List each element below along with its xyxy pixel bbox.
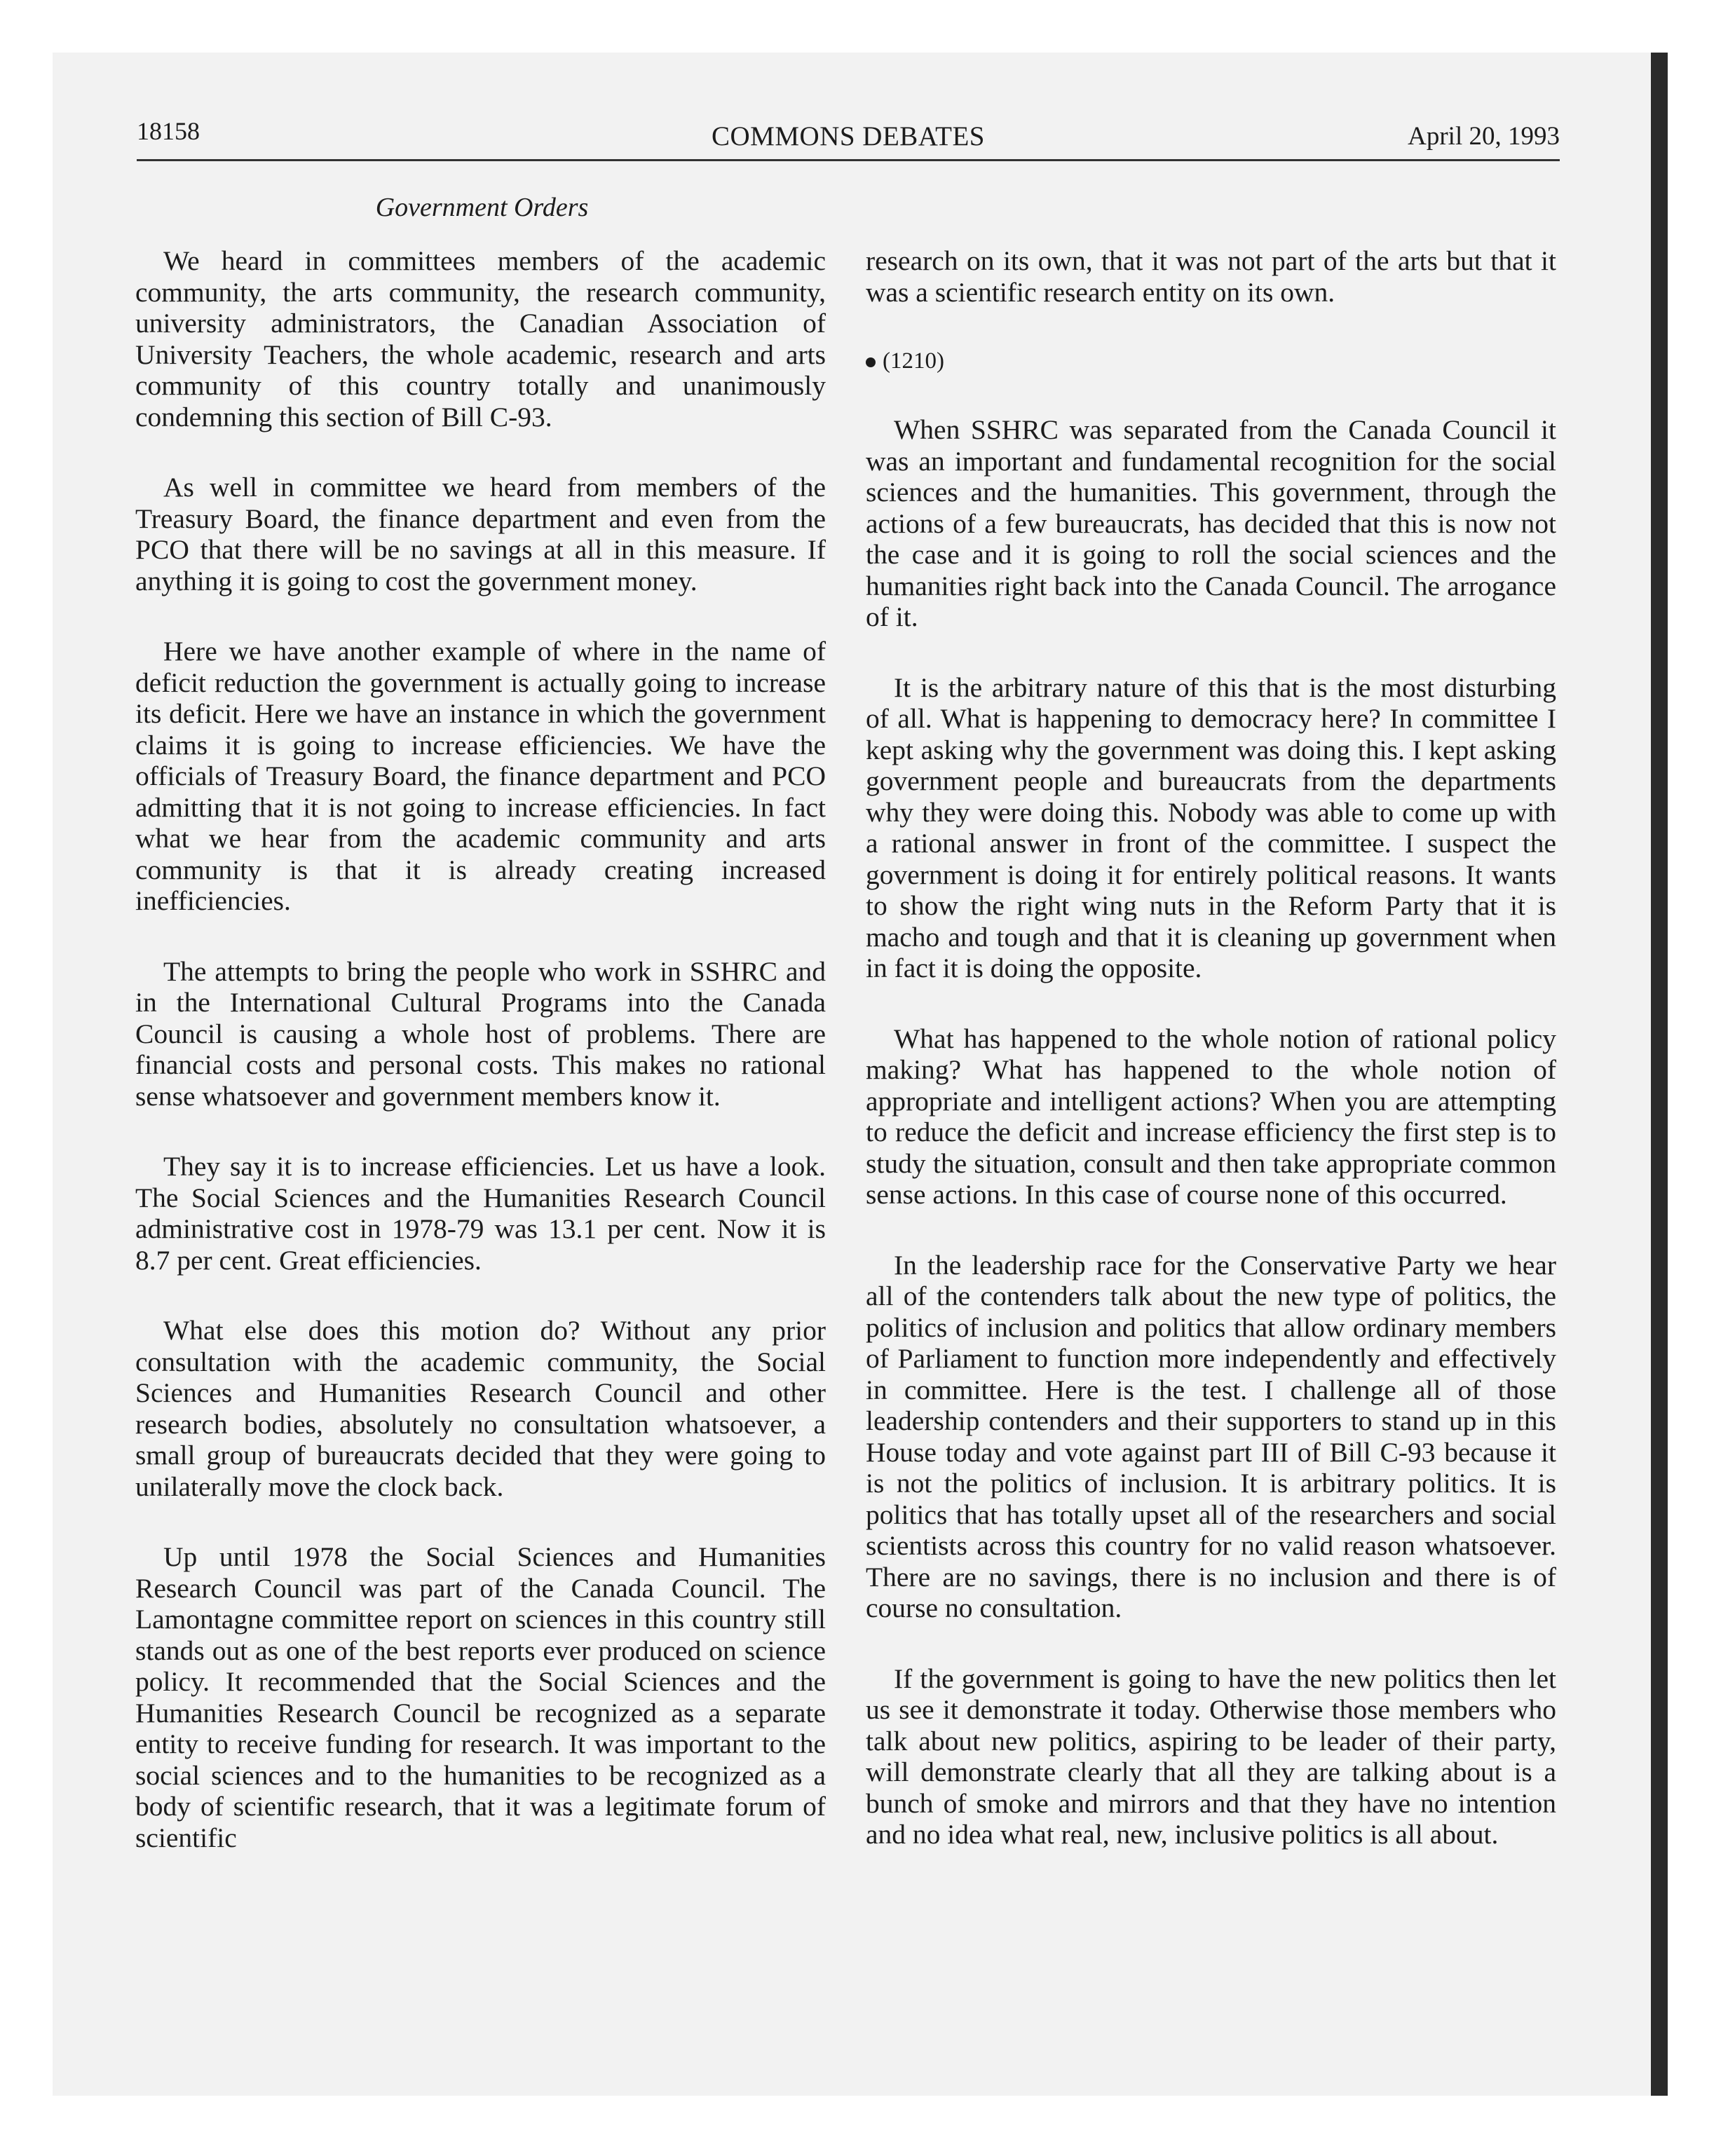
left-column <box>135 245 826 1892</box>
paragraph: When SSHRC was separated from the Canada Council it was an important and fundamental recognition for the social sciences and the humanities. This government, through the actions of a few bureaucrats, has decided that this is now not the case and it is going to roll the social sciences and the humanities right back into the Canada Council. The arrogance of it. <box>866 414 1556 632</box>
paragraph: We heard in committees members of the academic community, the arts community, the research community, university administrators, the Canadian Association of University Teachers, the whole academic, research and arts community of this country totally and unanimously condemning this section of Bill C-93. <box>135 245 826 432</box>
paragraph: They say it is to increase efficiencies. Let us have a look. The Social Sciences and the Humanities Research Council administrative cost in 1978-79 was 13.1 per cent. Now it is 8.7 per cent. Great efficiencies. <box>135 1151 826 1276</box>
paragraph: In the leadership race for the Conservative Party we hear all of the contenders talk about the new type of politics, the politics of inclusion and politics that allow ordinary members of Parliament to function more independently and effectively in committee. Here is the test. I challenge all of those leadership contenders and their supporters to stand up in this House today and vote against part III of Bill C-93 because it is not the politics of inclusion. It is arbitrary politics. It is politics that has totally upset all of the researchers and social scientists across this country for no valid reason whatsoever. There are no savings, there is no inclusion and there is of course no consultation. <box>866 1249 1556 1623</box>
page-number: 18158 <box>137 117 200 145</box>
right-column <box>866 245 1556 1890</box>
running-header <box>137 116 1560 161</box>
time-marker-label: (1210) <box>883 348 944 374</box>
paragraph: Up until 1978 the Social Sciences and Humanities Research Council was part of the Canada Council. The Lamontagne committee report on sciences in this country still stands out as one of the best reports ever produced on science policy. It recommended that the Social Sciences and the Humanities Research Council be recognized as a separate entity to receive funding for research. It was important to the social sciences and to the humanities to be recognized as a body of scientific research, that it was a legitimate forum of scientific <box>135 1541 826 1853</box>
paragraph: The attempts to bring the people who work in SSHRC and in the International Cultural Programs into the Canada Council is causing a whole host of problems. There are financial costs and personal costs. This makes no rational sense whatsoever and government members know it. <box>135 955 826 1112</box>
paragraph: What else does this motion do? Without any prior consultation with the academic community, the Social Sciences and Humanities Research Council and other research bodies, absolutely no consultation whatsoever, a small group of bureaucrats decided that they were going to unilaterally move the clock back. <box>135 1315 826 1502</box>
paragraph: Here we have another example of where in the name of deficit reduction the government is actually going to increase its deficit. Here we have an instance in which the government claims it is going to increase efficiencies. We have the officials of Treasury Board, the finance department and PCO admitting that it is not going to increase efficiencies. In fact what we hear from the academic community and arts community is that it is already creating increased inefficiencies. <box>135 636 826 916</box>
publication-title: COMMONS DEBATES <box>712 121 985 151</box>
scan-edge-shadow <box>1651 53 1668 2096</box>
paragraph: As well in committee we heard from members of the Treasury Board, the finance department and even from the PCO that there will be no savings at all in this measure. If anything it is going to cost the government money. <box>135 472 826 596</box>
bullet-icon <box>866 357 876 367</box>
continued-paragraph: research on its own, that it was not part of the arts but that it was a scientific research entity on its own. <box>866 245 1556 308</box>
paragraph: It is the arbitrary nature of this that is the most disturbing of all. What is happening to democracy here? In committee I kept asking why the government was doing this. I kept asking government people and bureaucrats from the departments why they were doing this. Nobody was able to come up with a rational answer in front of the committee. I suspect the government is doing it for entirely political reasons. It wants to show the right wing nuts in the Reform Party that it is macho and tough and that it is cleaning up government when in fact it is doing the opposite. <box>866 671 1556 983</box>
sitting-date: April 20, 1993 <box>1408 122 1560 151</box>
time-marker <box>866 347 1556 375</box>
paragraph: What has happened to the whole notion of rational policy making? What has happened to the whole notion of appropriate and intelligent actions? When you are attempting to reduce the deficit and increase efficiency the first step is to study the situation, consult and then take appropriate common sense actions. In this case of course none of this occurred. <box>866 1023 1556 1210</box>
paragraph: If the government is going to have the new politics then let us see it demonstrate it today. Otherwise those members who talk about new politics, aspiring to be leader of their party, will demonstrate clearly that all they are talking about is a bunch of smoke and mirrors and that they have no intention and no idea what real, new, inclusive politics is all about. <box>866 1663 1556 1850</box>
section-title: Government Orders <box>375 193 589 222</box>
